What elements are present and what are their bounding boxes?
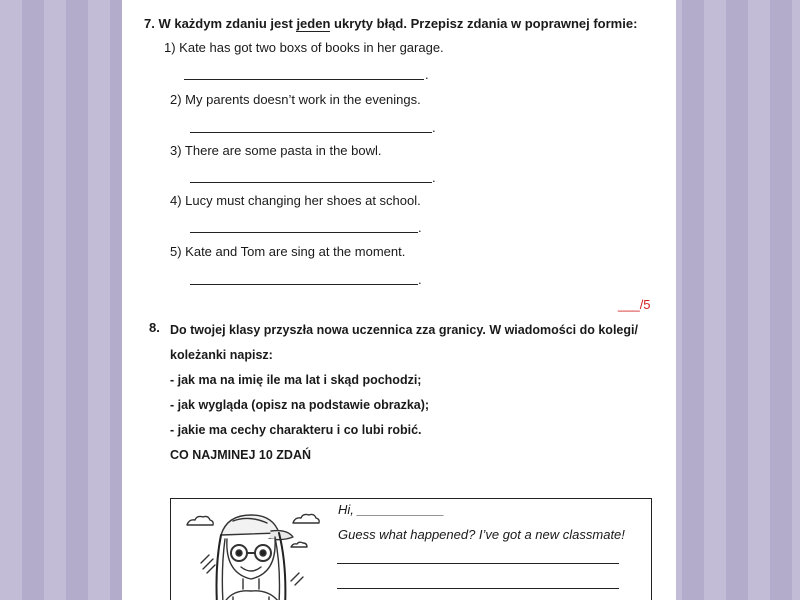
task8-line-2: koleżanki napisz: <box>170 348 273 362</box>
worksheet-page: 7. W każdym zdaniu jest jeden ukryty błąd. Przepisz zdania w poprawnej formie: 1) Kate has got two boxs of books in her garage. . 2) My parents doesn’t work in the evenings. . 3) There are some pasta in the bowl. . 4) Lucy must changing her shoes at school. . 5) Kate and Tom are sing at the moment. . ___/5 8. Do twojej klasy przyszła nowa uczennica zza granicy. W wiadomości do kolegi/ koleżanki napisz: - jak ma na imię ile ma lat i skąd pochodzi; - jak wygląda (opisz na podstawie obrazka); - jakie ma cechy charakteru i co lubi robić. CO NAJMINEJ 10 ZDAŃ Hi, ____________ Guess what happened? I’ve got a new classmate! <box>122 0 676 600</box>
task7-answer-line-5[interactable] <box>190 284 418 285</box>
task7-item-2: 2) My parents doesn’t work in the evenings. <box>170 92 421 107</box>
letter-greeting: Hi, ____________ <box>338 502 445 517</box>
girl-illustration-icon <box>173 501 333 600</box>
task7-item-3: 3) There are some pasta in the bowl. <box>170 143 382 158</box>
task7-answer-line-1[interactable] <box>184 79 424 80</box>
task7-answer-line-4[interactable] <box>190 232 418 233</box>
task8-line-3: - jak ma na imię ile ma lat i skąd pochodzi; <box>170 373 422 387</box>
task8-line-5: - jakie ma cechy charakteru i co lubi robić. <box>170 423 422 437</box>
task7-item-4: 4) Lucy must changing her shoes at school. <box>170 193 421 208</box>
task7-score: ___/5 <box>618 297 651 312</box>
task8-number: 8. <box>149 320 160 335</box>
letter-first-line: Guess what happened? I’ve got a new classmate! <box>338 527 625 542</box>
letter-writing-line-2[interactable] <box>337 588 619 589</box>
letter-writing-line-1[interactable] <box>337 563 619 564</box>
letter-box <box>170 498 652 600</box>
task8-line-1: Do twojej klasy przyszła nowa uczennica zza granicy. W wiadomości do kolegi/ <box>170 323 638 337</box>
task7-item-1: 1) Kate has got two boxs of books in her garage. <box>164 40 444 55</box>
task8-line-4: - jak wygląda (opisz na podstawie obrazka); <box>170 398 430 412</box>
task8-line-6: CO NAJMINEJ 10 ZDAŃ <box>170 448 311 462</box>
task7-answer-line-3[interactable] <box>190 182 432 183</box>
task7-answer-line-2[interactable] <box>190 132 432 133</box>
task7-heading: 7. W każdym zdaniu jest jeden ukryty błąd. Przepisz zdania w poprawnej formie: <box>144 16 638 31</box>
task7-item-5: 5) Kate and Tom are sing at the moment. <box>170 244 406 259</box>
task7-heading-key: jeden <box>296 16 331 31</box>
